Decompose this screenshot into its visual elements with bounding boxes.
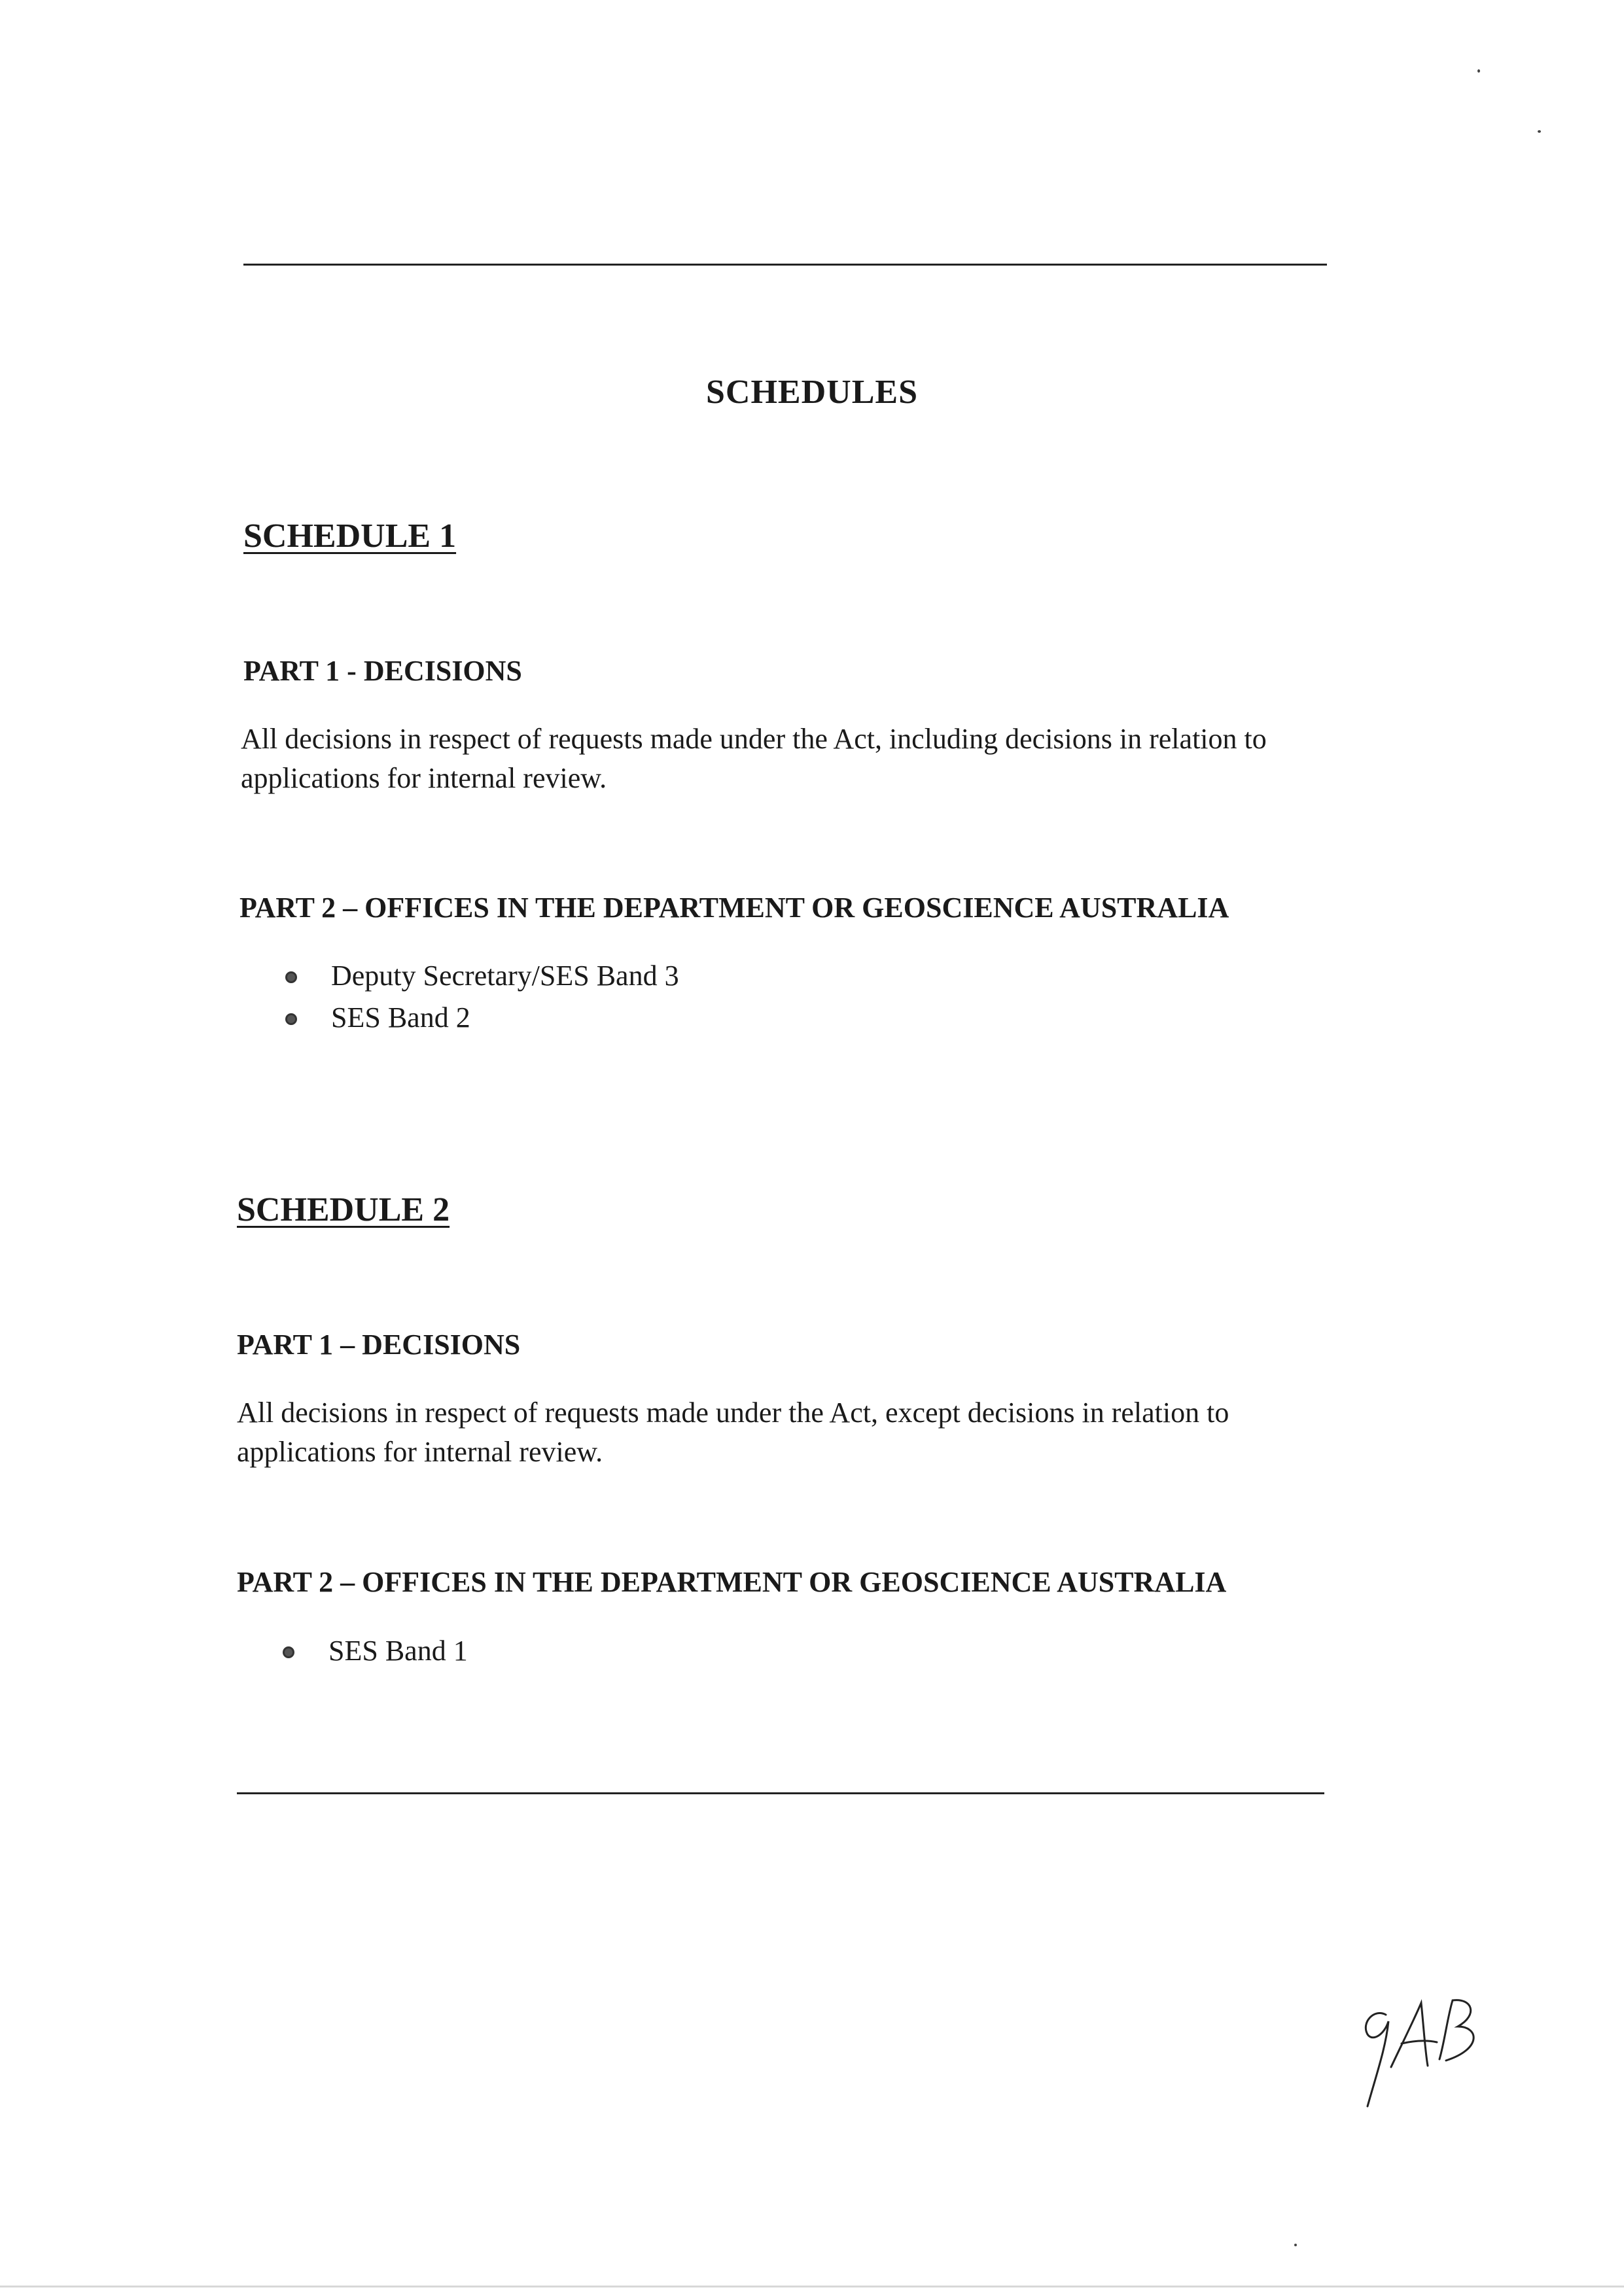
schedule-2-part-1-heading: PART 1 – DECISIONS xyxy=(237,1329,521,1361)
list-item-label: SES Band 1 xyxy=(328,1635,468,1667)
scan-bottom-edge xyxy=(0,2286,1624,2287)
bullet-icon xyxy=(285,1013,297,1025)
bullet-icon xyxy=(285,971,297,983)
schedule-1-part-1-text-line-2: applications for internal review. xyxy=(241,762,607,794)
list-item xyxy=(283,1630,468,1672)
page-title: SCHEDULES xyxy=(706,374,918,411)
scan-speck xyxy=(1538,130,1541,133)
schedule-1-part-1-text-line-1: All decisions in respect of requests made under the Act, including decisions in relation to xyxy=(241,723,1267,755)
handwritten-initials-signature xyxy=(1348,1989,1492,2113)
schedule-1-heading: SCHEDULE 1 xyxy=(243,517,457,555)
schedule-2-offices-list xyxy=(283,1630,468,1672)
scan-speck xyxy=(1477,69,1480,73)
schedule-2-part-2-heading: PART 2 – OFFICES IN THE DEPARTMENT OR GEOSCIENCE AUSTRALIA xyxy=(237,1566,1227,1598)
scan-speck xyxy=(1294,2244,1297,2246)
schedule-1-offices-list xyxy=(285,955,679,1039)
schedule-1-part-1-heading: PART 1 - DECISIONS xyxy=(243,655,522,687)
top-rule xyxy=(243,264,1327,266)
bullet-icon xyxy=(283,1646,294,1658)
list-item xyxy=(285,955,679,997)
schedule-1-part-2-heading: PART 2 – OFFICES IN THE DEPARTMENT OR GEOSCIENCE AUSTRALIA xyxy=(239,892,1229,924)
schedule-2-heading: SCHEDULE 2 xyxy=(237,1191,450,1228)
schedule-2-part-1-text xyxy=(237,1393,1349,1472)
bottom-rule xyxy=(237,1792,1324,1794)
schedule-1-part-1-text xyxy=(241,720,1353,798)
list-item xyxy=(285,997,679,1039)
schedule-2-part-1-text-line-1: All decisions in respect of requests made under the Act, except decisions in relation to xyxy=(237,1397,1229,1429)
schedule-2-part-1-text-line-2: applications for internal review. xyxy=(237,1436,603,1468)
list-item-label: Deputy Secretary/SES Band 3 xyxy=(331,960,679,992)
list-item-label: SES Band 2 xyxy=(331,1001,470,1034)
